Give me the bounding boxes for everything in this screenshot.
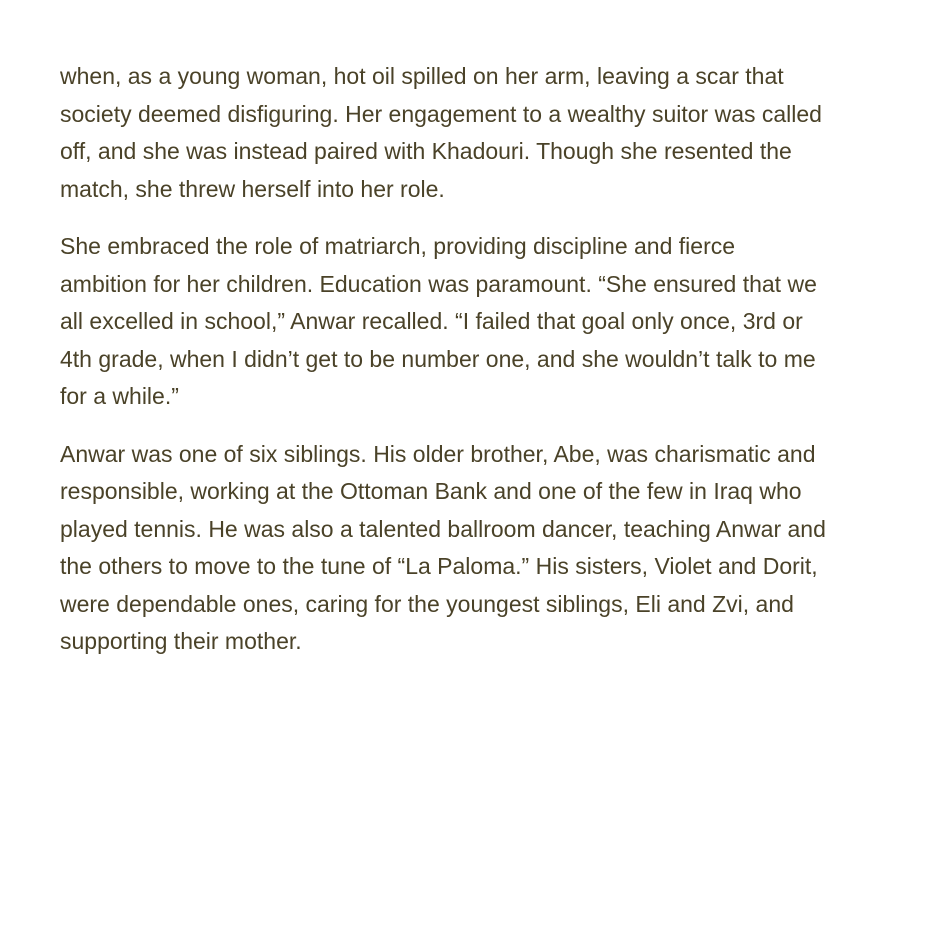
text-line: She embraced the role of matriarch, providing discipline and fierce [60, 233, 736, 259]
text-line: all excelled in school,” Anwar recalled. “I failed that goal only once, 3rd or [60, 308, 803, 334]
paragraph-1 [60, 58, 890, 208]
text-line: society deemed disfiguring. Her engagement to a wealthy suitor was called [60, 100, 822, 127]
text-line: responsible, working at the Ottoman Bank and one of the few in Iraq who [60, 478, 802, 504]
text-line: 4th grade, when I didn’t get to be number one, and she wouldn’t talk to me [60, 345, 816, 372]
paragraph-2 [60, 228, 890, 416]
document-page [60, 58, 890, 681]
text-line: when, as a young woman, hot oil spilled on her arm, leaving a scar that [60, 63, 784, 89]
text-line: Anwar was one of six siblings. His older brother, Abe, was charismatic and [60, 440, 816, 467]
text-line: off, and she was instead paired with Khadouri. Though she resented the [60, 138, 792, 164]
text-line: for a while.” [60, 383, 179, 409]
text-line: ambition for her children. Education was paramount. “She ensured that we [60, 270, 817, 297]
text-line: were dependable ones, caring for the youngest siblings, Eli and Zvi, and [60, 590, 794, 617]
text-line: the others to move to the tune of “La Paloma.” His sisters, Violet and Dorit, [60, 553, 818, 579]
text-line: played tennis. He was also a talented ballroom dancer, teaching Anwar and [60, 515, 826, 542]
text-line: supporting their mother. [60, 628, 302, 654]
text-line: match, she threw herself into her role. [60, 175, 445, 202]
paragraph-3 [60, 436, 890, 661]
